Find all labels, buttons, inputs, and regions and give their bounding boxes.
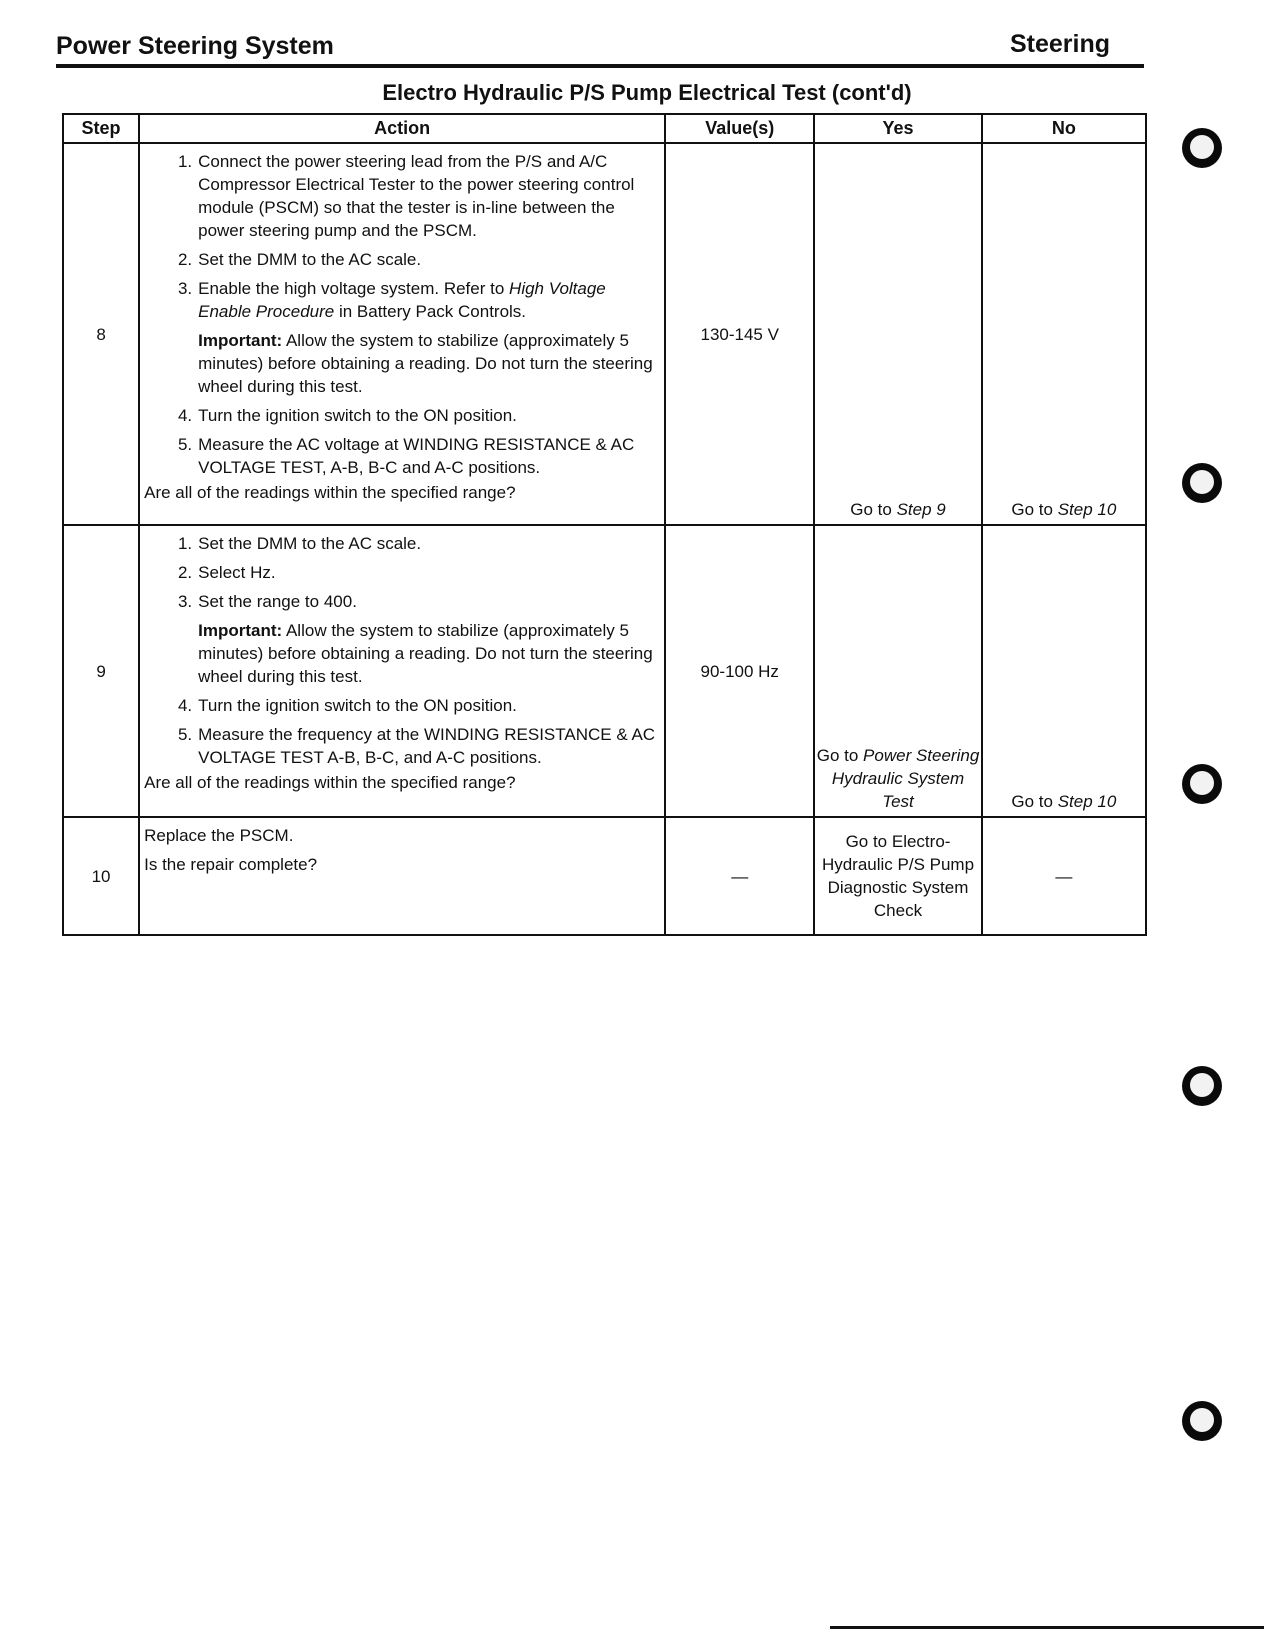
binder-hole-2 bbox=[1182, 463, 1222, 503]
list-item: 5. Measure the frequency at the WINDING RESISTANCE & AC VOLTAGE TEST A-B, B-C, and A-C positions. bbox=[177, 725, 656, 767]
value-cell: — bbox=[665, 817, 814, 935]
action-cell bbox=[139, 525, 665, 817]
value-cell: 130-145 V bbox=[665, 143, 814, 525]
no-cell: Go to Step 10 bbox=[982, 143, 1146, 525]
list-item: 1. Set the DMM to the AC scale. bbox=[177, 534, 422, 553]
yes-cell: Go to Power Steering Hydraulic System Test bbox=[814, 525, 981, 817]
table-header-row bbox=[63, 114, 1146, 143]
important-note: Important: Allow the system to stabilize (approximately 5 minutes) before obtaining a reading. Do not turn the steering wheel during this test. bbox=[198, 331, 653, 396]
action-cell bbox=[139, 817, 665, 935]
value-cell: 90-100 Hz bbox=[665, 525, 814, 817]
question: Is the repair complete? bbox=[144, 855, 318, 874]
col-header-action: Action bbox=[139, 114, 665, 143]
footer-rule bbox=[830, 1626, 1264, 1629]
action-text: Replace the PSCM. bbox=[144, 826, 294, 845]
list-item: 2. Select Hz. bbox=[177, 563, 276, 582]
col-header-yes: Yes bbox=[814, 114, 981, 143]
procedure-reference: High Voltage Enable Procedure bbox=[198, 279, 606, 321]
binder-hole-3 bbox=[1182, 764, 1222, 804]
section-title: Power Steering System bbox=[56, 32, 334, 60]
list-item: 4. Turn the ignition switch to the ON position. bbox=[177, 696, 517, 715]
yes-cell: Go to Step 9 bbox=[814, 143, 981, 525]
step-number: 10 bbox=[63, 817, 139, 935]
list-item: 3. Enable the high voltage system. Refer to High Voltage Enable Procedure in Battery Pack Controls. bbox=[177, 279, 606, 321]
yes-cell: Go to Electro-Hydraulic P/S Pump Diagnostic System Check bbox=[814, 817, 981, 935]
binder-hole-1 bbox=[1182, 128, 1222, 168]
list-item: 5. Measure the AC voltage at WINDING RESISTANCE & AC VOLTAGE TEST, A-B, B-C and A-C positions. bbox=[177, 435, 635, 477]
col-header-no: No bbox=[982, 114, 1146, 143]
chapter-title: Steering bbox=[1009, 30, 1110, 58]
list-item: 2. Set the DMM to the AC scale. bbox=[177, 250, 422, 269]
col-header-values: Value(s) bbox=[665, 114, 814, 143]
action-cell bbox=[139, 143, 665, 525]
question: Are all of the readings within the specified range? bbox=[144, 773, 516, 792]
list-item: 3. Set the range to 400. bbox=[177, 592, 357, 611]
table-row bbox=[63, 817, 1146, 935]
step-number: 9 bbox=[63, 525, 139, 817]
list-item: 1. Connect the power steering lead from the P/S and A/C Compressor Electrical Tester to the power steering control module (PSCM) so that the tester is in-line between the power steering pump and the PSCM. bbox=[177, 152, 635, 240]
diagnostic-table bbox=[62, 113, 1147, 936]
no-cell: — bbox=[982, 817, 1146, 935]
binder-hole-5 bbox=[1182, 1401, 1222, 1441]
table-row bbox=[63, 143, 1146, 525]
binder-hole-4 bbox=[1182, 1066, 1222, 1106]
list-item: 4. Turn the ignition switch to the ON position. bbox=[177, 406, 517, 425]
table-row bbox=[63, 525, 1146, 817]
col-header-step: Step bbox=[63, 114, 139, 143]
question: Are all of the readings within the specified range? bbox=[144, 483, 516, 502]
page-title: Electro Hydraulic P/S Pump Electrical Test (cont'd) bbox=[382, 80, 912, 105]
step-number: 8 bbox=[63, 143, 139, 525]
important-note: Important: Allow the system to stabilize (approximately 5 minutes) before obtaining a reading. Do not turn the steering wheel during this test. bbox=[198, 621, 653, 686]
no-cell: Go to Step 10 bbox=[982, 525, 1146, 817]
header-rule bbox=[56, 64, 1144, 68]
